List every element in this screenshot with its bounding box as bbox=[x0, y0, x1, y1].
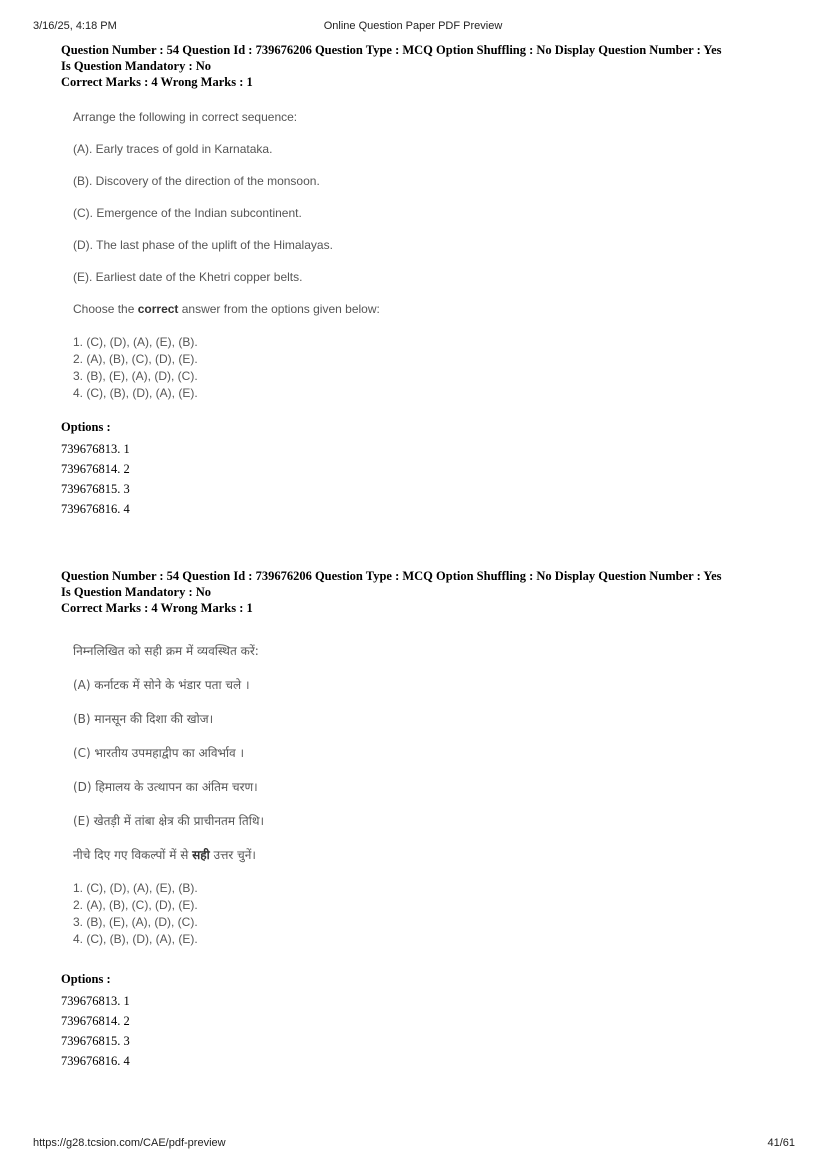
option-row: 739676815. 3 bbox=[61, 482, 130, 496]
option-row: 739676815. 3 bbox=[61, 1034, 130, 1048]
option-row: 739676814. 2 bbox=[61, 1014, 130, 1028]
list-item: (A). Early traces of gold in Karnataka. bbox=[73, 142, 273, 156]
page-number: 41/61 bbox=[767, 1137, 795, 1149]
options-title: Options : bbox=[61, 972, 111, 986]
question-content bbox=[73, 110, 781, 402]
answer-choice: 4. (C), (B), (D), (A), (E). bbox=[73, 386, 198, 400]
list-item: (A) कर्नाटक में सोने के भंडार पता चले । bbox=[73, 678, 250, 692]
list-item: (E) खेतड़ी में तांबा क्षेत्र की प्राचीनतम तिथि। bbox=[73, 814, 265, 828]
answer-choice: 2. (A), (B), (C), (D), (E). bbox=[73, 352, 198, 366]
question-meta bbox=[61, 568, 781, 616]
question-stem: Arrange the following in correct sequence: bbox=[73, 110, 298, 124]
list-item: (B). Discovery of the direction of the monsoon. bbox=[73, 174, 320, 188]
option-row: 739676813. 1 bbox=[61, 442, 130, 456]
page-header-title: Online Question Paper PDF Preview bbox=[323, 20, 503, 32]
list-item: (E). Earliest date of the Khetri copper belts. bbox=[73, 270, 303, 284]
options-title: Options : bbox=[61, 420, 111, 434]
footer-url: https://g28.tcsion.com/CAE/pdf-preview bbox=[33, 1137, 226, 1149]
option-row: 739676814. 2 bbox=[61, 462, 130, 476]
question-meta-line: Question Number : 54 Question Id : 739676206 Question Type : MCQ Option Shuffling : No Display Question Number : Yes bbox=[61, 569, 722, 583]
answer-choices bbox=[73, 334, 781, 402]
question-meta-line: Is Question Mandatory : No bbox=[61, 59, 212, 73]
question-stem: निम्नलिखित को सही क्रम में व्यवस्थित करें: bbox=[73, 644, 259, 658]
answer-choice: 4. (C), (B), (D), (A), (E). bbox=[73, 932, 198, 946]
question-block-hindi bbox=[61, 568, 781, 1071]
answer-choice: 1. (C), (D), (A), (E), (B). bbox=[73, 335, 198, 349]
question-meta-line: Question Number : 54 Question Id : 739676206 Question Type : MCQ Option Shuffling : No Display Question Number : Yes bbox=[61, 43, 722, 57]
question-block-english bbox=[61, 42, 781, 519]
answer-choice: 3. (B), (E), (A), (D), (C). bbox=[73, 915, 198, 929]
choose-instruction: Choose the correct answer from the options given below: bbox=[73, 302, 380, 316]
question-marks: Correct Marks : 4 Wrong Marks : 1 bbox=[61, 601, 253, 615]
list-item: (C) भारतीय उपमहाद्वीप का अविर्भाव । bbox=[73, 746, 245, 760]
option-row: 739676816. 4 bbox=[61, 1054, 130, 1068]
list-item: (D) हिमालय के उत्थापन का अंतिम चरण। bbox=[73, 780, 258, 794]
list-item: (D). The last phase of the uplift of the Himalayas. bbox=[73, 238, 333, 252]
answer-choice: 3. (B), (E), (A), (D), (C). bbox=[73, 369, 198, 383]
print-datetime: 3/16/25, 4:18 PM bbox=[33, 20, 117, 32]
list-item: (B) मानसून की दिशा की खोज। bbox=[73, 712, 214, 726]
option-row: 739676813. 1 bbox=[61, 994, 130, 1008]
choose-instruction: नीचे दिए गए विकल्पों में से सही उत्तर चुनें। bbox=[73, 848, 256, 862]
answer-choices bbox=[73, 880, 781, 948]
question-meta bbox=[61, 42, 781, 90]
options-section bbox=[61, 972, 781, 1071]
question-content bbox=[73, 642, 781, 948]
question-meta-line: Is Question Mandatory : No bbox=[61, 585, 212, 599]
answer-choice: 1. (C), (D), (A), (E), (B). bbox=[73, 881, 198, 895]
options-section bbox=[61, 420, 781, 519]
option-row: 739676816. 4 bbox=[61, 502, 130, 516]
question-marks: Correct Marks : 4 Wrong Marks : 1 bbox=[61, 75, 253, 89]
list-item: (C). Emergence of the Indian subcontinent. bbox=[73, 206, 302, 220]
answer-choice: 2. (A), (B), (C), (D), (E). bbox=[73, 898, 198, 912]
